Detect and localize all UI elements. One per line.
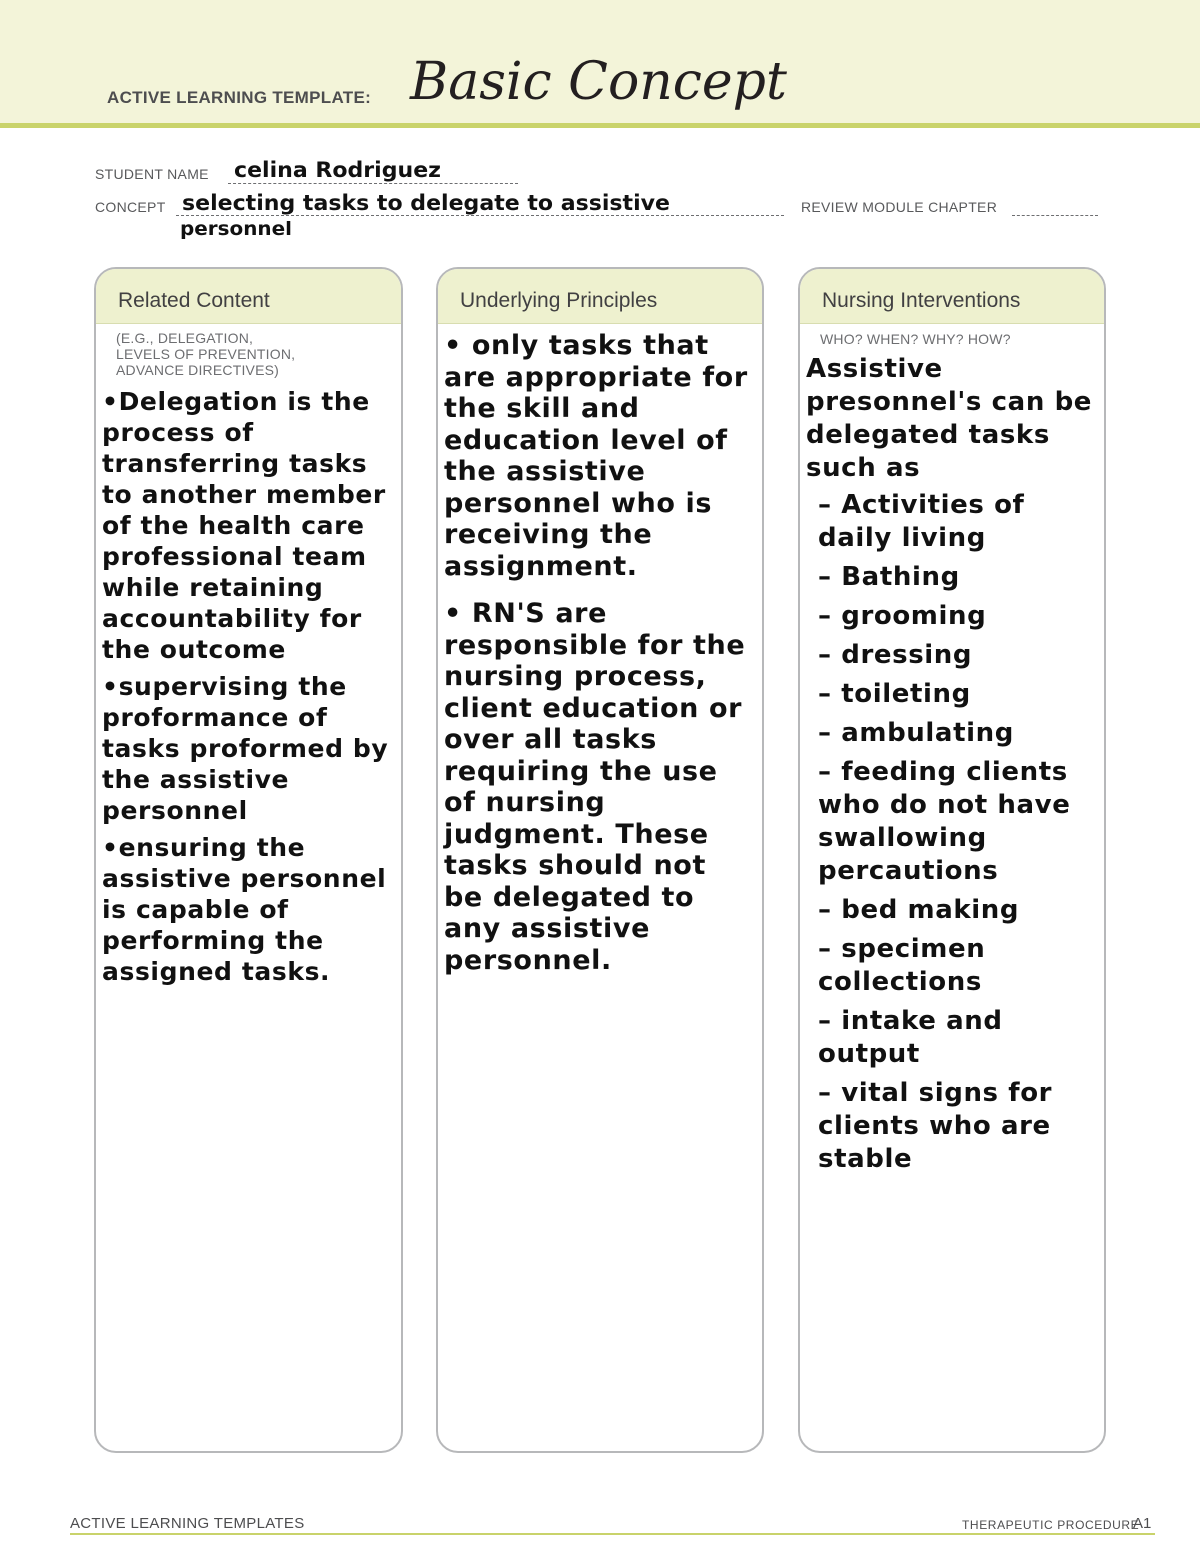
concept-field-line2: personnel	[180, 218, 293, 240]
concept-label: CONCEPT	[95, 199, 166, 215]
footer-section: THERAPEUTIC PROCEDURE	[962, 1518, 1140, 1532]
related-content-entry: •Delegation is the process of transferring tasks to another member of the health care professional team while retaining accountability for the outcome	[102, 387, 386, 664]
underlying-principles-title: Underlying Principles	[438, 269, 762, 324]
related-content-text[interactable]	[96, 378, 401, 987]
nursing-interventions-hint: WHO? WHEN? WHY? HOW?	[820, 331, 1011, 347]
intervention-item: – grooming	[818, 601, 987, 631]
intervention-item: – dressing	[818, 640, 973, 670]
concept-field[interactable]: selecting tasks to delegate to assistive	[182, 191, 670, 215]
nursing-interventions-intro: Assistive presonnel's can be delegated tasks such as	[806, 354, 1093, 483]
related-content-entry: •ensuring the assistive personnel is capable of performing the assigned tasks.	[102, 833, 387, 986]
student-name-label: STUDENT NAME	[95, 166, 209, 182]
related-content-entry: •supervising the proformance of tasks proformed by the assistive personnel	[102, 672, 389, 825]
nursing-interventions-title: Nursing Interventions	[800, 269, 1104, 324]
related-content-hint-line: (E.G., DELEGATION,	[116, 330, 254, 346]
template-title: Basic Concept	[410, 52, 787, 112]
footer-page-code: A1	[1133, 1515, 1152, 1532]
related-content-hint	[96, 324, 401, 378]
concept-line	[176, 215, 784, 216]
related-content-hint-line: ADVANCE DIRECTIVES)	[116, 362, 280, 378]
related-content-panel	[94, 267, 403, 1453]
underlying-principles-panel	[436, 267, 764, 1453]
intervention-item: – feeding clients who do not have swallowing percautions	[818, 757, 1071, 886]
intervention-item: – intake and output	[818, 1006, 1003, 1069]
intervention-item: – Activities of daily living	[818, 490, 1025, 553]
related-content-title: Related Content	[96, 269, 401, 324]
intervention-item: – vital signs for clients who are stable	[818, 1078, 1053, 1174]
underlying-principles-entry: • RN'S are responsible for the nursing process, client education or over all tasks requiring the use of nursing judgment. These tasks should not be delegated to any assistive personnel.	[444, 598, 746, 976]
intervention-item: – bed making	[818, 895, 1020, 925]
underlying-principles-entry: • only tasks that are appropriate for the skill and education level of the assistive personnel who is receiving the assignment.	[444, 330, 748, 582]
intervention-item: – ambulating	[818, 718, 1014, 748]
student-name-line	[228, 183, 518, 184]
template-label: ACTIVE LEARNING TEMPLATE:	[107, 88, 372, 107]
intervention-item: – specimen collections	[818, 934, 986, 997]
intervention-item: – toileting	[818, 679, 971, 709]
footer-rule	[70, 1533, 1155, 1535]
student-name-field[interactable]: celina Rodriguez	[234, 158, 442, 182]
footer-label: ACTIVE LEARNING TEMPLATES	[70, 1515, 305, 1532]
related-content-hint-line: LEVELS OF PREVENTION,	[116, 346, 296, 362]
review-module-field[interactable]	[1012, 215, 1098, 216]
underlying-principles-text[interactable]	[438, 324, 762, 976]
nursing-interventions-text[interactable]	[800, 347, 1104, 1176]
nursing-interventions-panel	[798, 267, 1106, 1453]
review-module-label: REVIEW MODULE CHAPTER	[801, 199, 998, 215]
intervention-item: – Bathing	[818, 562, 960, 592]
header-rule	[0, 123, 1200, 128]
